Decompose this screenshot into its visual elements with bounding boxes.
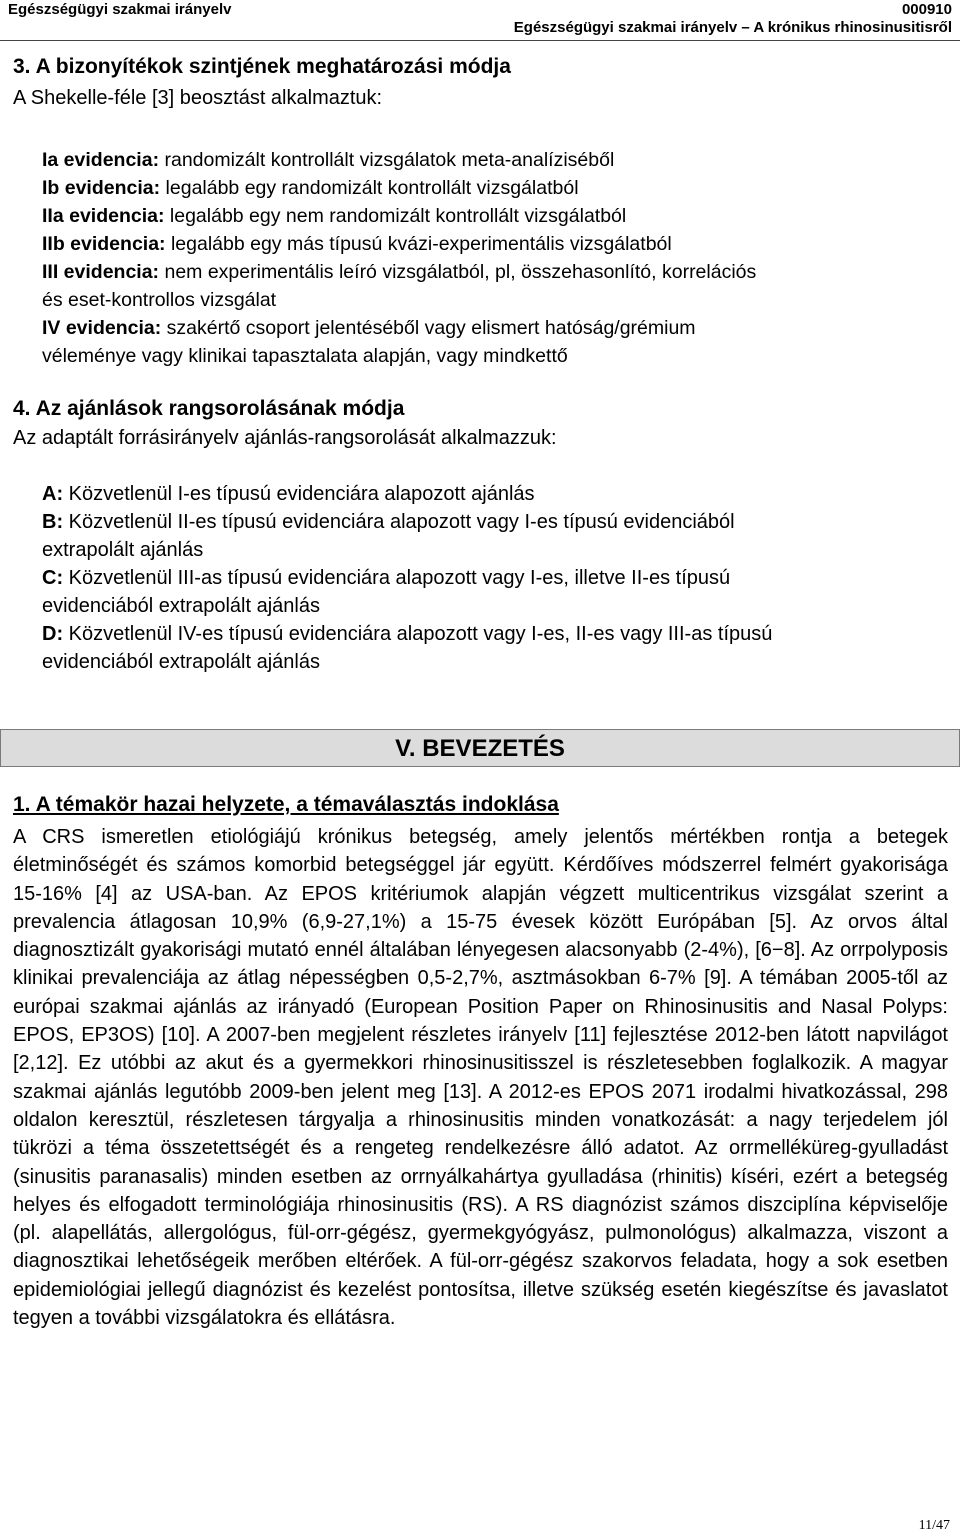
evidence-level-item: III evidencia: nem experimentális leíró vizsgálatból, pl, összehasonlító, korrelációs bbox=[42, 261, 757, 283]
chapter-title: V. BEVEZETÉS bbox=[395, 735, 565, 762]
section-3-heading: 3. A bizonyítékok szintjének meghatározási módja bbox=[13, 55, 511, 78]
section-3 bbox=[13, 54, 948, 112]
recommendation-grade-item: extrapolált ajánlás bbox=[42, 539, 204, 561]
page-number: 11/47 bbox=[918, 1518, 950, 1533]
document-code: 000910 bbox=[901, 1, 952, 18]
evidence-level-item: IIa evidencia: legalább egy nem randomizált kontrollált vizsgálatból bbox=[42, 205, 627, 227]
evidence-level-item: Ia evidencia: randomizált kontrollált vizsgálatok meta-analíziséből bbox=[42, 149, 615, 171]
evidence-level-item: véleménye vagy klinikai tapasztalata alapján, vagy mindkettő bbox=[42, 345, 568, 367]
recommendation-grade-item: B: Közvetlenül II-es típusú evidenciára alapozott vagy I-es típusú evidenciából bbox=[42, 511, 735, 533]
recommendation-grade-list bbox=[42, 480, 940, 676]
evidence-level-list bbox=[42, 146, 940, 370]
header-title: Egészségügyi szakmai irányelv bbox=[8, 1, 232, 18]
recommendation-grade-item: A: Közvetlenül I-es típusú evidenciára alapozott ajánlás bbox=[42, 483, 535, 505]
section-4-intro: Az adaptált forrásirányelv ajánlás-rangsorolását alkalmazzuk: bbox=[13, 427, 557, 449]
recommendation-grade-item: evidenciából extrapolált ajánlás bbox=[42, 651, 320, 673]
evidence-level-item: IV evidencia: szakértő csoport jelentéséből vagy elismert hatóság/grémium bbox=[42, 317, 696, 339]
section-3-intro: A Shekelle-féle [3] beosztást alkalmaztuk: bbox=[13, 87, 383, 109]
recommendation-grade-item: D: Közvetlenül IV-es típusú evidenciára alapozott vagy I-es, II-es vagy III-as típusú bbox=[42, 623, 773, 645]
header-subtitle: Egészségügyi szakmai irányelv – A krónikus rhinosinusitisről bbox=[513, 19, 952, 36]
evidence-level-item: IIb evidencia: legalább egy más típusú kvázi-experimentális vizsgálatból bbox=[42, 233, 672, 255]
header-divider bbox=[0, 40, 960, 41]
chapter-banner bbox=[0, 729, 960, 767]
evidence-level-item: Ib evidencia: legalább egy randomizált kontrollált vizsgálatból bbox=[42, 177, 579, 199]
evidence-level-item: és eset-kontrollos vizsgálat bbox=[42, 289, 277, 311]
section-1-body: A CRS ismeretlen etiológiájú krónikus betegség, amely jelentős mértékben rontja a betegek életminőségét és számos komorbid betegséggel jár együtt. Kérdőíves módszerrel felmért gyakorisága 15-16% [4] az USA-ban. Az EPOS kritériumok alapján végzett multicentrikus vizsgálat szerint a prevalencia átlagosan 10,9% (6,9-27,1%) a 15-75 évesek között Európában [5]. Az orvos által diagnosztizált gyakorisági mutató ennél általában lényegesen alacsonyabb (2-4%), [6−8]. Az orrpolyposis klinikai prevalenciája az átlag népességben 0,5-2,7%, asztmásokban 6-7% [9]. A témában 2005-től az európai szakmai ajánlás az irányadó (European Position Paper on Rhinosinusitis and Nasal Polyps: EPOS, EP3OS) [10]. A 2007-ben megjelent részletes irányelv [11] fejlesztése 2012-ben látott napvilágot [2,12]. Ez utóbbi az akut és a gyermekkori rhinosinusitisszel is részletesebben foglalkozik. A magyar szakmai ajánlás legutóbb 2009-ben jelent meg [13]. A 2012-es EPOS 2071 irodalmi hivatkozással, 298 oldalon keresztül, részletesen tárgyalja a rhinosinusitis minden vonatkozását: a nagy terjedelem jól tükrözi a téma összetettségét és a rengeteg rendelkezésre álló adatot. Az orrmelléküreg-gyulladást (sinusitis paranasalis) minden esetben az orrnyálkahártya gyulladása (rhinitis) kíséri, ezért a betegség helyes és elfogadott terminológiája rhinosinusitis (RS). A RS diagnózist számos diszciplína képviselője (pl. alapellátás, allergológus, fül-orr-gégész, gyermekgyógyász, pulmonológus) alkalmazza, viszont a diagnosztikai lehetőségeik merőben eltérőek. A fül-orr-gégész szakorvos feladata, hogy a sok esetben epidemiológiai jellegű diagnózist és kezelést pontosítsa, illetve szükség esetén kiegészítse és javaslatot tegyen a további vizsgálatokra és ellátásra. bbox=[13, 826, 948, 1330]
recommendation-grade-item: C: Közvetlenül III-as típusú evidenciára alapozott vagy I-es, illetve II-es típusú bbox=[42, 567, 731, 589]
running-header bbox=[8, 0, 952, 20]
section-4-heading: 4. Az ajánlások rangsorolásának módja bbox=[13, 397, 405, 420]
recommendation-grade-item: evidenciából extrapolált ajánlás bbox=[42, 595, 320, 617]
section-1 bbox=[13, 792, 948, 1332]
section-1-heading: 1. A témakör hazai helyzete, a témaválasztás indoklása bbox=[13, 793, 559, 816]
section-4 bbox=[13, 396, 948, 452]
